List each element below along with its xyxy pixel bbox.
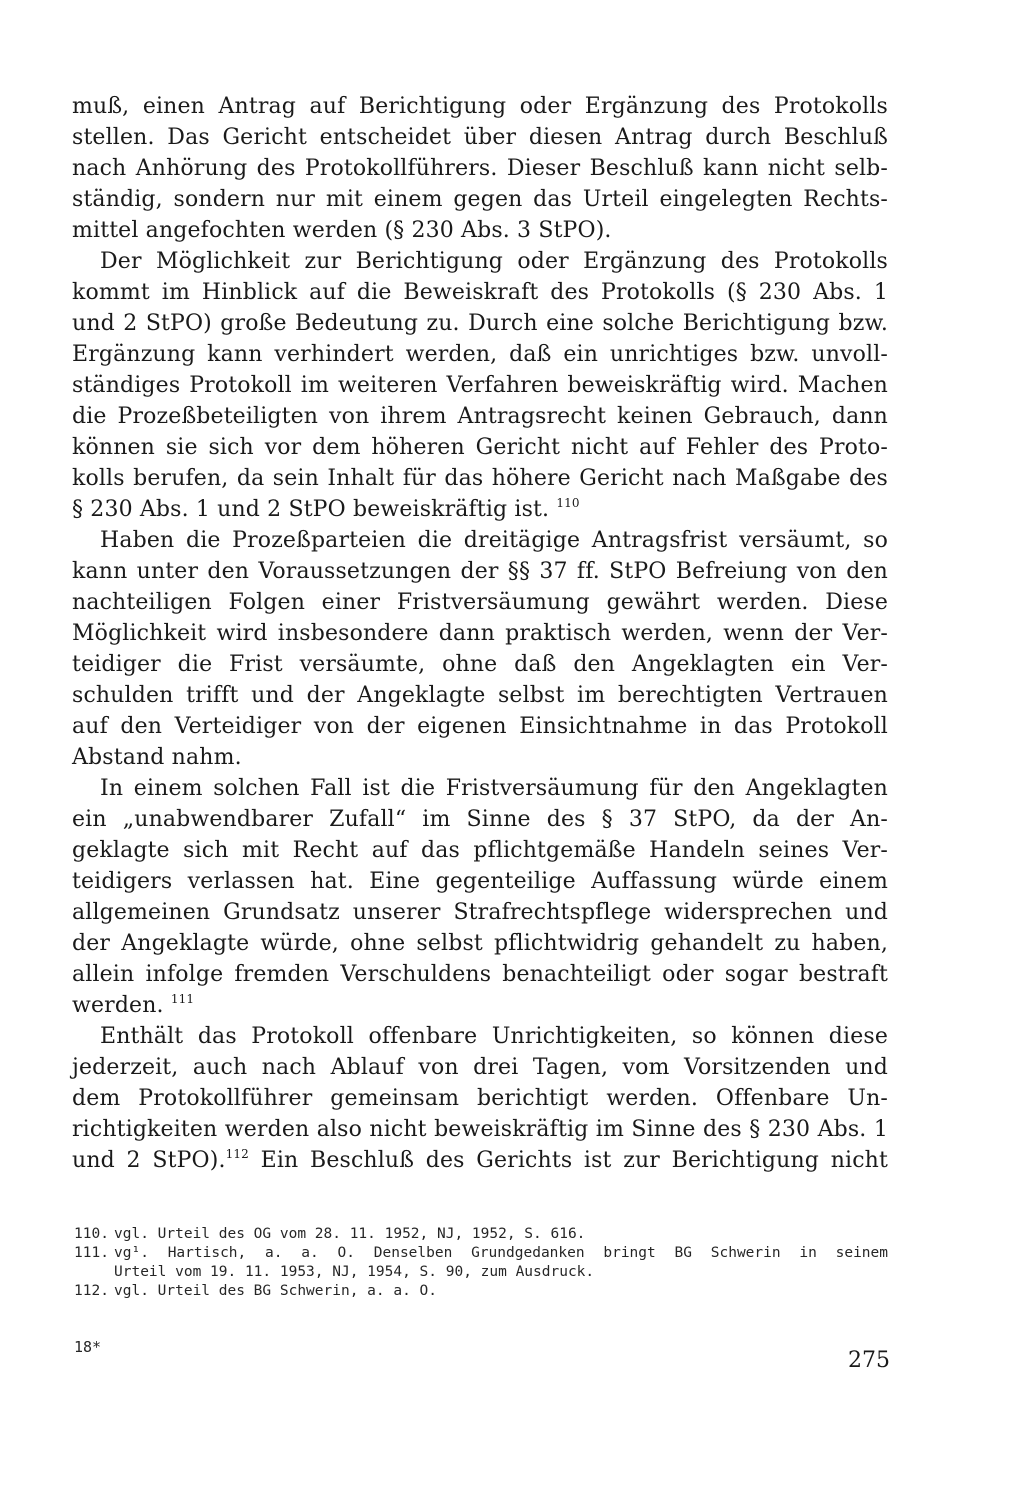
- text-line: der Angeklagte würde, ohne selbst pflichtwidrig gehandelt zu haben,: [72, 931, 888, 956]
- text-line: kolls berufen, da sein Inhalt für das höhere Gericht nach Maßgabe des: [72, 466, 888, 491]
- text-line: mittel angefochten werden (§ 230 Abs. 3 StPO).: [72, 218, 612, 243]
- text-line: In einem solchen Fall ist die Fristversäumung für den Angeklagten: [100, 776, 888, 801]
- text-line: ein „unabwendbarer Zufall“ im Sinne des § 37 StPO, da der An-: [72, 807, 888, 832]
- text-line: stellen. Das Gericht entscheidet über diesen Antrag durch Beschluß: [72, 125, 888, 150]
- footnote-110: [74, 1225, 888, 1244]
- text-line: teidiger die Frist versäumte, ohne daß den Angeklagten ein Ver-: [72, 652, 888, 677]
- paragraph-4: [72, 773, 888, 1021]
- footnote-number: 112.: [74, 1283, 109, 1299]
- body-text: [72, 91, 888, 1176]
- footnote-number: 110.: [74, 1226, 109, 1242]
- text-line: können sie sich vor dem höheren Gericht nicht auf Fehler des Proto-: [72, 435, 888, 460]
- text-line: kommt im Hinblick auf die Beweiskraft des Protokolls (§ 230 Abs. 1: [72, 280, 888, 305]
- text-line-with-footnote: [72, 1145, 888, 1176]
- text-segment: § 230 Abs. 1 und 2 StPO beweiskräftig ist.: [72, 497, 550, 522]
- text-line: teidigers verlassen hat. Eine gegenteilige Auffassung würde einem: [72, 869, 888, 894]
- text-line: auf den Verteidiger von der eigenen Einsichtnahme in das Protokoll: [72, 714, 888, 739]
- text-line: muß, einen Antrag auf Berichtigung oder Ergänzung des Protokolls: [72, 94, 888, 119]
- text-line: Haben die Prozeßparteien die dreitägige Antragsfrist versäumt, so: [100, 528, 888, 553]
- text-line-with-footnote: [72, 494, 888, 525]
- footnote-ref-111: 111: [170, 992, 195, 1006]
- text-line: nach Anhörung des Protokollführers. Dieser Beschluß kann nicht selb-: [72, 156, 888, 181]
- footnote-111: [74, 1244, 888, 1282]
- text-line: dem Protokollführer gemeinsam berichtigt werden. Offenbare Un-: [72, 1086, 888, 1111]
- text-line: jederzeit, auch nach Ablauf von drei Tagen, vom Vorsitzenden und: [72, 1055, 888, 1080]
- text-line: allgemeinen Grundsatz unserer Strafrechtspflege widersprechen und: [72, 900, 888, 925]
- paragraph-3: [72, 525, 888, 773]
- text-line: geklagte sich mit Recht auf das pflichtgemäße Handeln seines Ver-: [72, 838, 888, 863]
- page-number: 275: [848, 1348, 890, 1373]
- text-segment: Ein Beschluß des Gerichts ist zur Berichtigung nicht: [248, 1148, 888, 1173]
- text-line: nachteiligen Folgen einer Fristversäumung gewährt werden. Diese: [72, 590, 888, 615]
- paragraph-1: [72, 91, 888, 246]
- footnote-text: [114, 1244, 888, 1282]
- footnote-ref-112: 112: [225, 1147, 249, 1161]
- text-line: Möglichkeit wird insbesondere dann praktisch werden, wenn der Ver-: [72, 621, 888, 646]
- footnote-text: [114, 1282, 888, 1301]
- text-line: richtigkeiten werden also nicht beweiskräftig im Sinne des § 230 Abs. 1: [72, 1117, 888, 1142]
- footnote-line: vgl. Urteil des BG Schwerin, a. a. O.: [114, 1283, 438, 1299]
- text-line: ständig, sondern nur mit einem gegen das Urteil eingelegten Rechts-: [72, 187, 888, 212]
- footnote-line: Urteil vom 19. 11. 1953, NJ, 1954, S. 90, zum Ausdruck.: [114, 1264, 595, 1280]
- text-line: allein infolge fremden Verschuldens benachteiligt oder sogar bestraft: [72, 962, 888, 987]
- footnote-number: 111.: [74, 1245, 109, 1261]
- footnote-112: [74, 1282, 888, 1301]
- text-segment: werden.: [72, 993, 164, 1018]
- footnotes: [74, 1225, 888, 1301]
- text-line: ständiges Protokoll im weiteren Verfahren beweiskräftig wird. Machen: [72, 373, 888, 398]
- footnote-text: [114, 1225, 888, 1244]
- text-line: Abstand nahm.: [72, 745, 242, 770]
- footnote-ref-110: 110: [556, 496, 580, 510]
- text-line: und 2 StPO) große Bedeutung zu. Durch eine solche Berichtigung bzw.: [72, 311, 888, 336]
- text-line: Enthält das Protokoll offenbare Unrichtigkeiten, so können diese: [100, 1024, 888, 1049]
- text-line: Der Möglichkeit zur Berichtigung oder Ergänzung des Protokolls: [100, 249, 888, 274]
- text-line: die Prozeßbeteiligten von ihrem Antragsrecht keinen Gebrauch, dann: [72, 404, 888, 429]
- text-line: Ergänzung kann verhindert werden, daß ein unrichtiges bzw. unvoll-: [72, 342, 888, 367]
- footnote-line: vg¹. Hartisch, a. a. O. Denselben Grundgedanken bringt BG Schwerin in seinem: [114, 1245, 888, 1261]
- text-line: schulden trifft und der Angeklagte selbst im berechtigten Vertrauen: [72, 683, 888, 708]
- paragraph-2: [72, 246, 888, 525]
- text-segment: und 2 StPO).: [72, 1148, 226, 1173]
- text-line-with-footnote: [72, 990, 888, 1021]
- signature-mark: 18*: [74, 1338, 102, 1356]
- paragraph-5: [72, 1021, 888, 1176]
- text-line: kann unter den Voraussetzungen der §§ 37 ff. StPO Befreiung von den: [72, 559, 888, 584]
- footnote-line: vgl. Urteil des OG vom 28. 11. 1952, NJ, 1952, S. 616.: [114, 1226, 586, 1242]
